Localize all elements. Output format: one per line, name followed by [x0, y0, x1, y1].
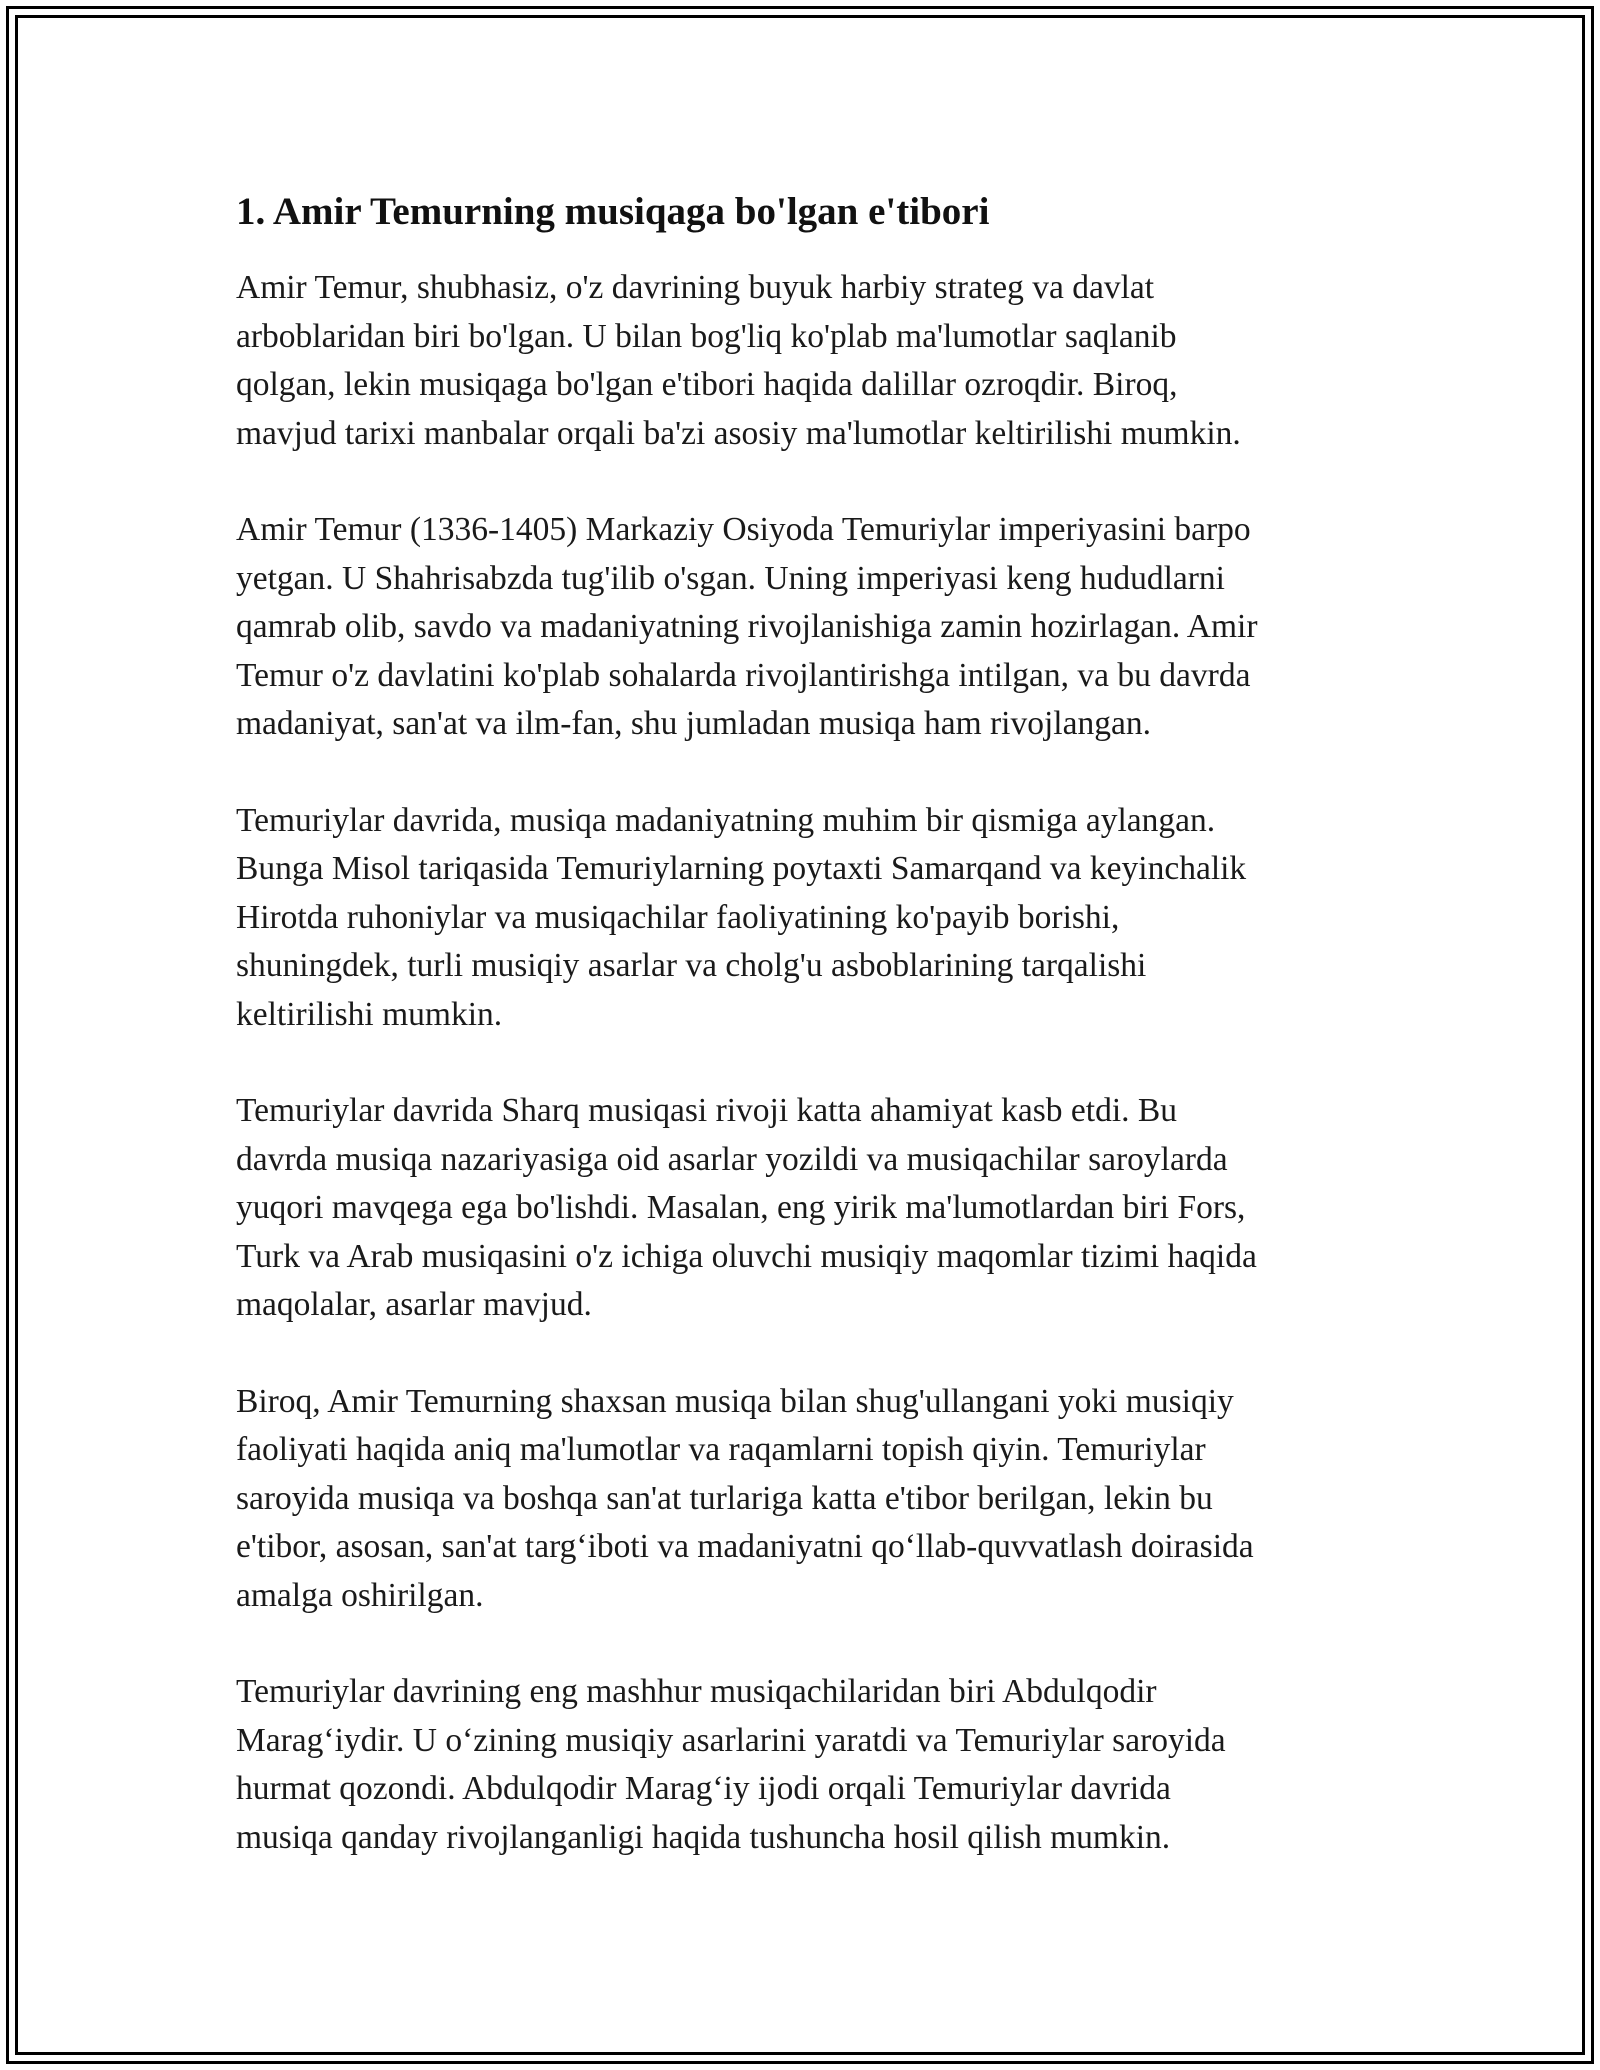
paragraph-5: Biroq, Amir Temurning shaxsan musiqa bilan shug'ullangani yoki musiqiy faoliyati haqida aniq ma'lumotlar va raqamlarni topish qiyin. Temuriylar saroyida musiqa va boshqa san'at turlariga katta e'tibor berilgan, lekin bu e'tibor, asosan, san'at targ‘iboti va madaniyatni qo‘llab-quvvatlash doirasida amalga oshirilgan. — [236, 1382, 1254, 1614]
section-heading: 1. Amir Temurning musiqaga bo'lgan e'tibori — [236, 190, 990, 233]
paragraph-3: Temuriylar davrida, musiqa madaniyatning muhim bir qismiga aylangan. Bunga Misol tariqasida Temuriylarning poytaxti Samarqand va keyinchalik Hirotda ruhoniylar va musiqachilar faoliyatining ko'payib borishi, shuningdek, turli musiqiy asarlar va cholg'u asboblarining tarqalishi keltirilishi mumkin. — [236, 801, 1247, 1033]
paragraph-6: Temuriylar davrining eng mashhur musiqachilaridan biri Abdulqodir Marag‘iydir. U o‘zining musiqiy asarlarini yaratdi va Temuriylar saroyida hurmat qozondi. Abdulqodir Marag‘iy ijodi orqali Temuriylar davrida musiqa qanday rivojlanganligi haqida tushuncha hosil qilish mumkin. — [236, 1673, 1226, 1856]
paragraph-2: Amir Temur (1336-1405) Markaziy Osiyoda Temuriylar imperiyasini barpo yetgan. U Shahrisabzda tug'ilib o'sgan. Uning imperiyasi keng hududlarni qamrab olib, savdo va madaniyatning rivojlanishiga zamin hozirlagan. Amir Temur o'z davlatini ko'plab sohalarda rivojlantirishga intilgan, va bu davrda madaniyat, san'at va ilm-fan, shu jumladan musiqa ham rivojlangan. — [236, 511, 1258, 742]
paragraph-1: Amir Temur, shubhasiz, o'z davrining buyuk harbiy strateg va davlat arboblaridan biri bo'lgan. U bilan bog'liq ko'plab ma'lumotlar saqlanib qolgan, lekin musiqaga bo'lgan e'tibori haqida dalillar ozroqdir. Biroq, mavjud tarixi manbalar orqali ba'zi asosiy ma'lumotlar keltirilishi mumkin. — [236, 269, 1241, 452]
document-body — [236, 186, 1366, 1910]
paragraph-4: Temuriylar davrida Sharq musiqasi rivoji katta ahamiyat kasb etdi. Bu davrda musiqa nazariyasiga oid asarlar yozildi va musiqachilar saroylarda yuqori mavqega ega bo'lishdi. Masalan, eng yirik ma'lumotlardan biri Fors, Turk va Arab musiqasini o'z ichiga oluvchi musiqiy maqomlar tizimi haqida maqolalar, asarlar mavjud. — [236, 1092, 1257, 1323]
